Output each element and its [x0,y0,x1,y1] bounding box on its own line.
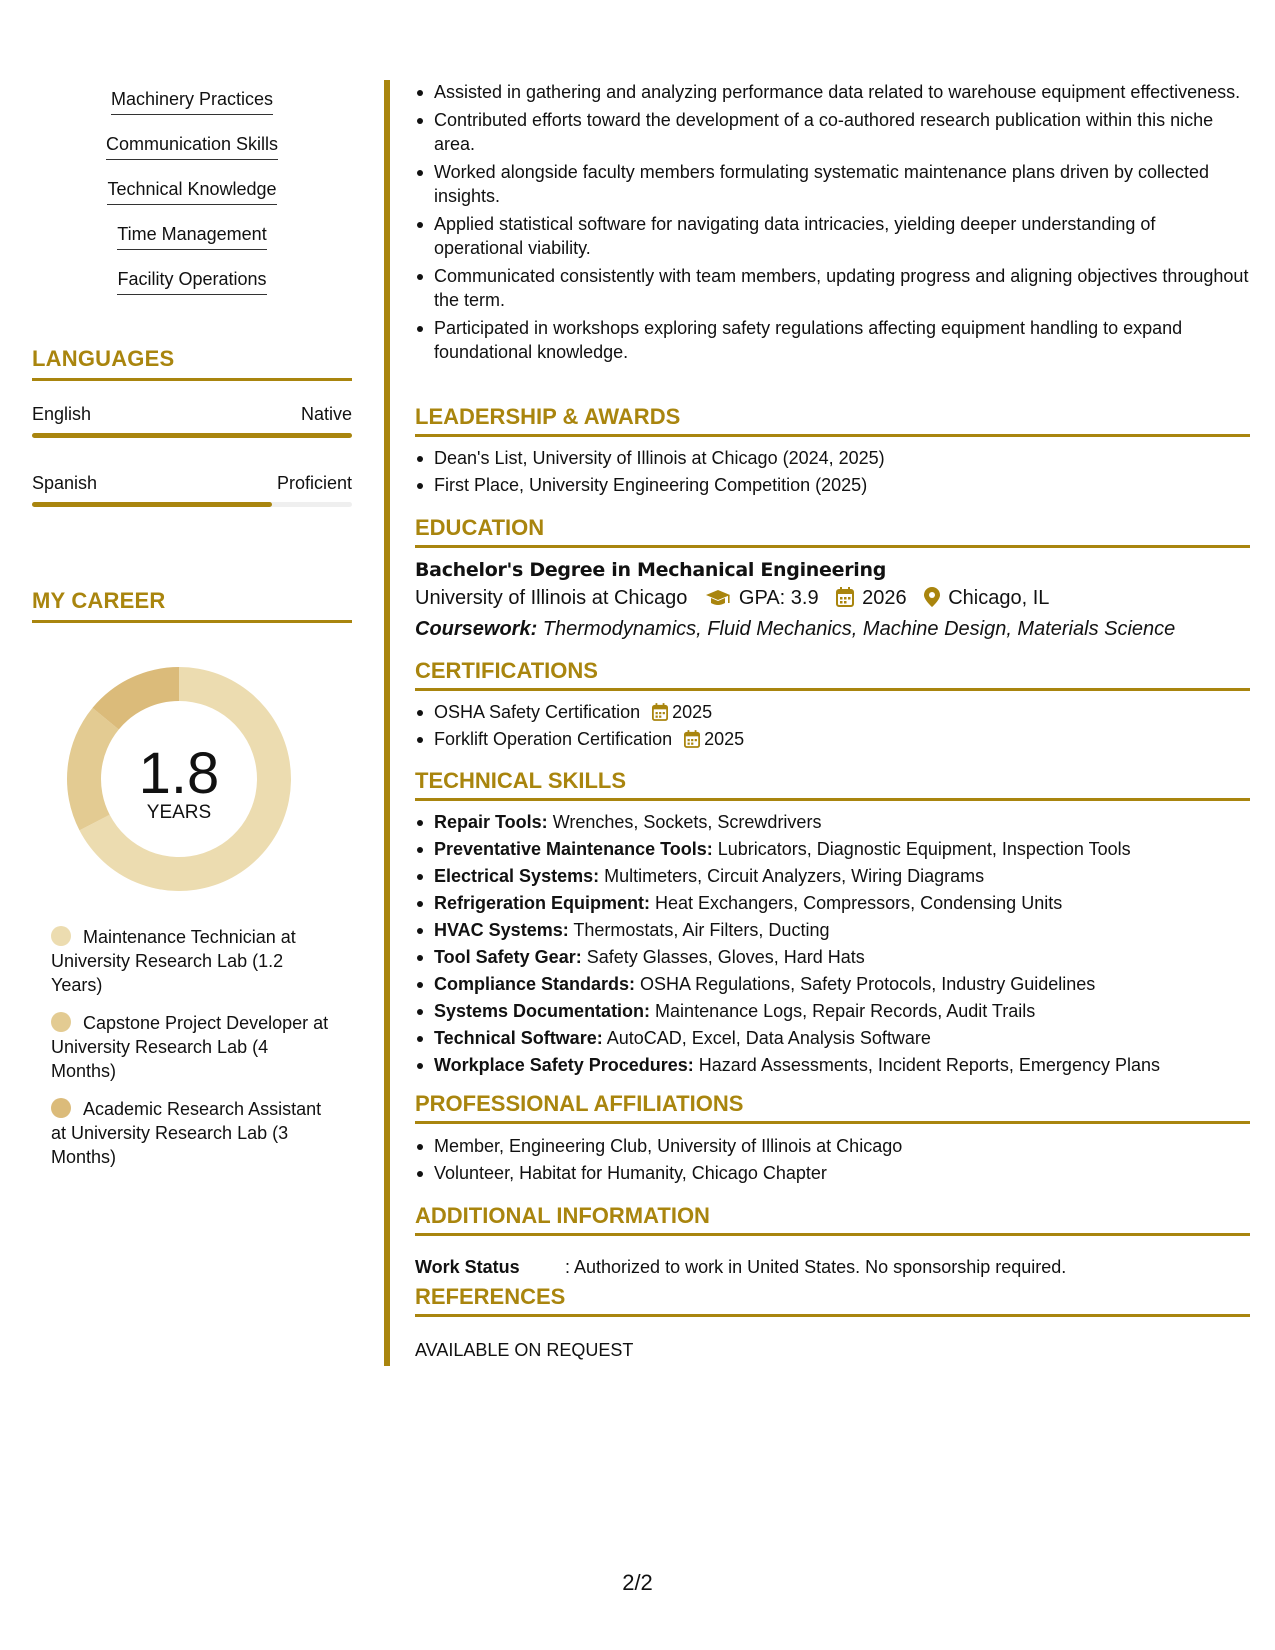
list-item [434,700,1249,727]
skill-category: Electrical Systems: [434,866,600,886]
skill-values: AutoCAD, Excel, Data Analysis Software [602,1028,931,1048]
work-status-label: Work Status [415,1257,520,1277]
career-item-label: Maintenance Technician at University Research Lab (1.2 Years) [51,927,296,995]
location-pin-icon [924,587,940,613]
skill-label: Facility Operations [117,268,266,295]
certification-name: OSHA Safety Certification [434,702,641,722]
skill-label: Machinery Practices [111,88,273,115]
list-item [434,1053,1249,1080]
certifications-heading: CERTIFICATIONS [415,658,1250,691]
education-heading: EDUCATION [415,515,1250,548]
column-divider [384,80,390,1366]
skill-values: OSHA Regulations, Safety Protocols, Industry Guidelines [635,974,1096,994]
skill-category: Systems Documentation: [434,1001,651,1021]
career-legend-item [51,1097,336,1169]
calendar-icon [836,587,854,613]
career-donut-chart [65,665,293,893]
list-item [434,891,1249,918]
technical-skills-heading: TECHNICAL SKILLS [415,768,1250,801]
list-item: Applied statistical software for navigating data intricacies, yielding deeper understanding of operational viability. [434,212,1249,260]
skill-category: Workplace Safety Procedures: [434,1055,694,1075]
page-number: 2/2 [622,1570,653,1595]
list-item: Contributed efforts toward the development of a co-authored research publication within this niche area. [434,108,1249,156]
skill-item [32,178,352,205]
career-legend-item [51,925,336,997]
certification-year: 2025 [704,729,745,749]
calendar-icon [652,703,668,727]
skill-category: Preventative Maintenance Tools: [434,839,713,859]
list-item: First Place, University Engineering Competition (2025) [434,473,1249,500]
coursework-list: Thermodynamics, Fluid Mechanics, Machine Design, Materials Science [537,618,1176,640]
skill-values: Lubricators, Diagnostic Equipment, Inspection Tools [712,839,1131,859]
list-item [434,727,1249,754]
skill-category: Technical Software: [434,1028,603,1048]
list-item: Communicated consistently with team members, updating progress and aligning objectives throughout the term. [434,266,1249,310]
skill-label: Technical Knowledge [107,178,276,205]
skill-values: Wrenches, Sockets, Screwdrivers [547,812,822,832]
list-item [434,972,1249,999]
certification-name: Forklift Operation Certification [434,729,673,749]
language-name: Spanish [32,473,98,493]
language-bar-fill [32,502,272,507]
career-item-label: Capstone Project Developer at University Research Lab (4 Months) [51,1013,329,1081]
skill-item [32,133,352,160]
skill-values: Thermostats, Air Filters, Ducting [568,920,830,940]
references-text: AVAILABLE ON REQUEST [415,1340,634,1360]
experience-bullet-list [415,80,1249,368]
language-level: Native [300,404,352,424]
list-item [434,1026,1249,1053]
graduation-cap-icon [705,589,731,613]
calendar-icon [684,730,700,754]
list-item [434,999,1249,1026]
career-heading: MY CAREER [32,588,352,623]
certifications-list [415,700,1249,754]
language-bar [32,433,352,438]
legend-dot-icon [51,926,71,946]
leadership-list [415,446,1249,500]
affiliations-list [415,1134,1249,1188]
language-bar-fill [32,433,352,438]
list-item: Member, Engineering Club, University of Illinois at Chicago [434,1134,1249,1161]
language-level: Proficient [276,473,352,493]
coursework-label: Coursework: [415,618,538,640]
coursework [415,618,1175,641]
career-legend-item [51,1011,336,1083]
certification-year: 2025 [672,702,713,722]
list-item: Volunteer, Habitat for Humanity, Chicago Chapter [434,1161,1249,1188]
school-name: University of Illinois at Chicago [415,587,688,609]
list-item [434,918,1249,945]
donut-segment [67,708,119,831]
skill-label: Time Management [117,223,266,250]
legend-dot-icon [51,1012,71,1032]
list-item: Participated in workshops exploring safety regulations affecting equipment handling to expand foundational knowledge. [434,316,1249,364]
technical-skills-list [415,810,1249,1080]
additional-info-heading: ADDITIONAL INFORMATION [415,1203,1250,1236]
graduation-year: 2026 [862,587,907,609]
list-item: Assisted in gathering and analyzing performance data related to warehouse equipment effectiveness. [434,80,1249,104]
skill-values: Heat Exchangers, Compressors, Condensing Units [650,893,1063,913]
skill-values: Hazard Assessments, Incident Reports, Emergency Plans [693,1055,1160,1075]
list-item [434,945,1249,972]
degree-title: Bachelor's Degree in Mechanical Engineering [415,559,887,581]
education-details [415,587,1049,613]
list-item [434,864,1249,891]
education-location: Chicago, IL [948,587,1050,609]
list-item: Worked alongside faculty members formulating systematic maintenance plans driven by collected insights. [434,160,1249,208]
leadership-heading: LEADERSHIP & AWARDS [415,404,1250,437]
legend-dot-icon [51,1098,71,1118]
skill-category: HVAC Systems: [434,920,569,940]
affiliations-heading: PROFESSIONAL AFFILIATIONS [415,1091,1250,1124]
work-status-value: : Authorized to work in United States. No sponsorship required. [565,1257,1067,1277]
language-bar [32,502,352,507]
career-item-label: Academic Research Assistant at University Research Lab (3 Months) [51,1099,322,1167]
skill-category: Compliance Standards: [434,974,636,994]
skill-label: Communication Skills [106,133,278,160]
references-heading: REFERENCES [415,1284,1250,1317]
work-status-row [415,1257,1066,1278]
gpa: GPA: 3.9 [738,587,819,609]
skill-item [32,88,352,115]
career-total-unit: YEARS [146,802,212,823]
list-item: Dean's List, University of Illinois at Chicago (2024, 2025) [434,446,1249,473]
languages-heading: LANGUAGES [32,346,352,381]
list-item [434,837,1249,864]
career-total-value: 1.8 [138,741,220,806]
skill-category: Refrigeration Equipment: [434,893,651,913]
skill-values: Multimeters, Circuit Analyzers, Wiring Diagrams [599,866,985,886]
skill-item [32,268,352,295]
list-item [434,810,1249,837]
skill-values: Maintenance Logs, Repair Records, Audit Trails [650,1001,1036,1021]
skill-category: Repair Tools: [434,812,548,832]
skill-values: Safety Glasses, Gloves, Hard Hats [581,947,865,967]
skill-item [32,223,352,250]
skill-category: Tool Safety Gear: [434,947,582,967]
language-name: English [32,404,92,424]
